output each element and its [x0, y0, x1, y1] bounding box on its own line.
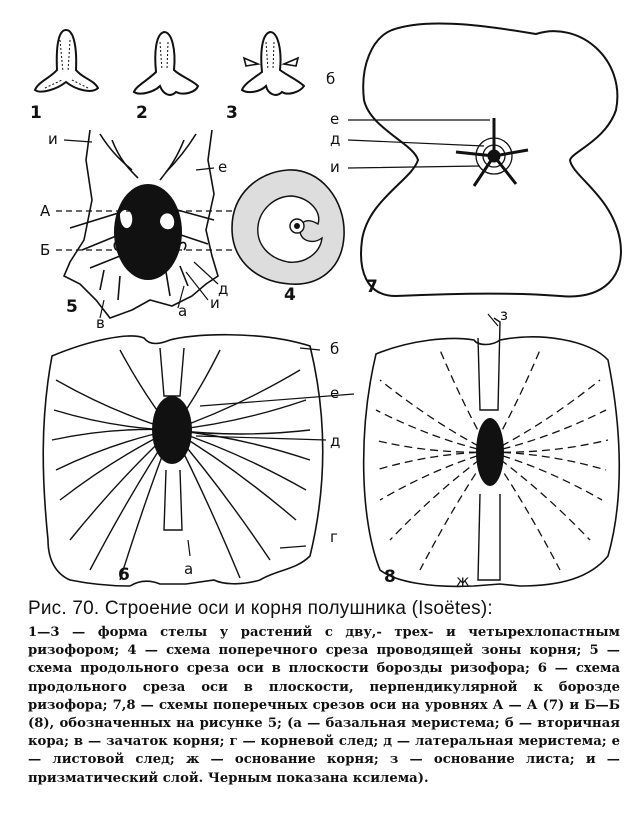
- p8-label-z: з: [500, 306, 508, 324]
- p8-label-zh: ж: [456, 572, 470, 590]
- p6-label-d: д: [330, 432, 341, 450]
- p7-label-d: д: [330, 130, 341, 148]
- panel-8-number: 8: [384, 567, 396, 587]
- trace-line: [490, 410, 606, 452]
- p6-label-g: г: [330, 528, 338, 546]
- panel-2-number: 2: [136, 103, 148, 123]
- panel-5-xylem: [114, 184, 182, 280]
- panel-1-number: 1: [30, 103, 42, 123]
- p6-label-a: а: [184, 560, 194, 578]
- panel-2-stele-three-lobed: [134, 32, 198, 95]
- caption-title: Рис. 70. Строение оси и корня полушника (Isoëtes):: [28, 598, 493, 619]
- p7-label-e: е: [330, 110, 340, 128]
- p6-label-e: е: [330, 384, 340, 402]
- panel-1-stele-two-lobed: [35, 30, 98, 92]
- figure-caption: [28, 598, 620, 788]
- panel-4-number: 4: [284, 285, 296, 305]
- p5-label-A-left: А: [40, 202, 51, 220]
- panel-3-number: 3: [226, 103, 238, 123]
- panel-6-leader-lines: [188, 348, 354, 556]
- panel-7-number: 7: [366, 277, 378, 297]
- panel-6-number: 6: [118, 565, 130, 585]
- trace-line: [490, 452, 602, 500]
- caption-body: 1—3 — форма стелы у растений с дву,- трех- и четырехлопастным ризофором; 4 — схема поперечного среза проводящей зоны корня; 5 — схема продольного среза оси в плоскости борозды ризофора; 6 — схема продольного среза оси в плоскости, перпендикулярной к борозде ризофора; 7,8 — схемы поперечных срезов оси на уровнях А — А (7) и Б—Б (8), обозначенных на рисунке 5; (а — базальная меристема; б — вторичная кора; в — зачаток корня; г — корневой след; д — латеральная меристема; е — листовой след; ж — основание корня; з — основание листа; и — призматический слой. Черным показана ксилема).: [28, 625, 620, 786]
- p5-label-i: и: [48, 130, 58, 148]
- p5-label-d: д: [218, 280, 229, 298]
- panel-3-stele-four-lobed: [242, 32, 304, 95]
- p5-label-e: е: [218, 158, 228, 176]
- p6-label-b: б: [330, 340, 340, 358]
- trace-line: [490, 380, 600, 452]
- trace-line: [172, 400, 306, 430]
- p5-label-v: в: [96, 314, 105, 332]
- trace-line: [490, 452, 606, 470]
- trace-line: [390, 452, 490, 540]
- panel-8-xylem: [476, 418, 504, 486]
- panel-4-root-cross-section: [232, 170, 344, 284]
- p5-label-B-left: Б: [40, 241, 51, 259]
- panel-6-xylem: [152, 396, 192, 464]
- trace-line: [380, 380, 490, 452]
- p7-label-i: и: [330, 158, 340, 176]
- trace-line: [376, 410, 490, 452]
- trace-line: [490, 452, 590, 540]
- p5-label-i2: и: [210, 294, 220, 312]
- trace-line: [374, 440, 490, 452]
- panel-7-stele: [348, 118, 528, 186]
- panel-5-number: 5: [66, 297, 78, 317]
- p7-label-b: б: [326, 70, 336, 88]
- p5-label-a: а: [178, 302, 188, 320]
- trace-line: [376, 452, 490, 470]
